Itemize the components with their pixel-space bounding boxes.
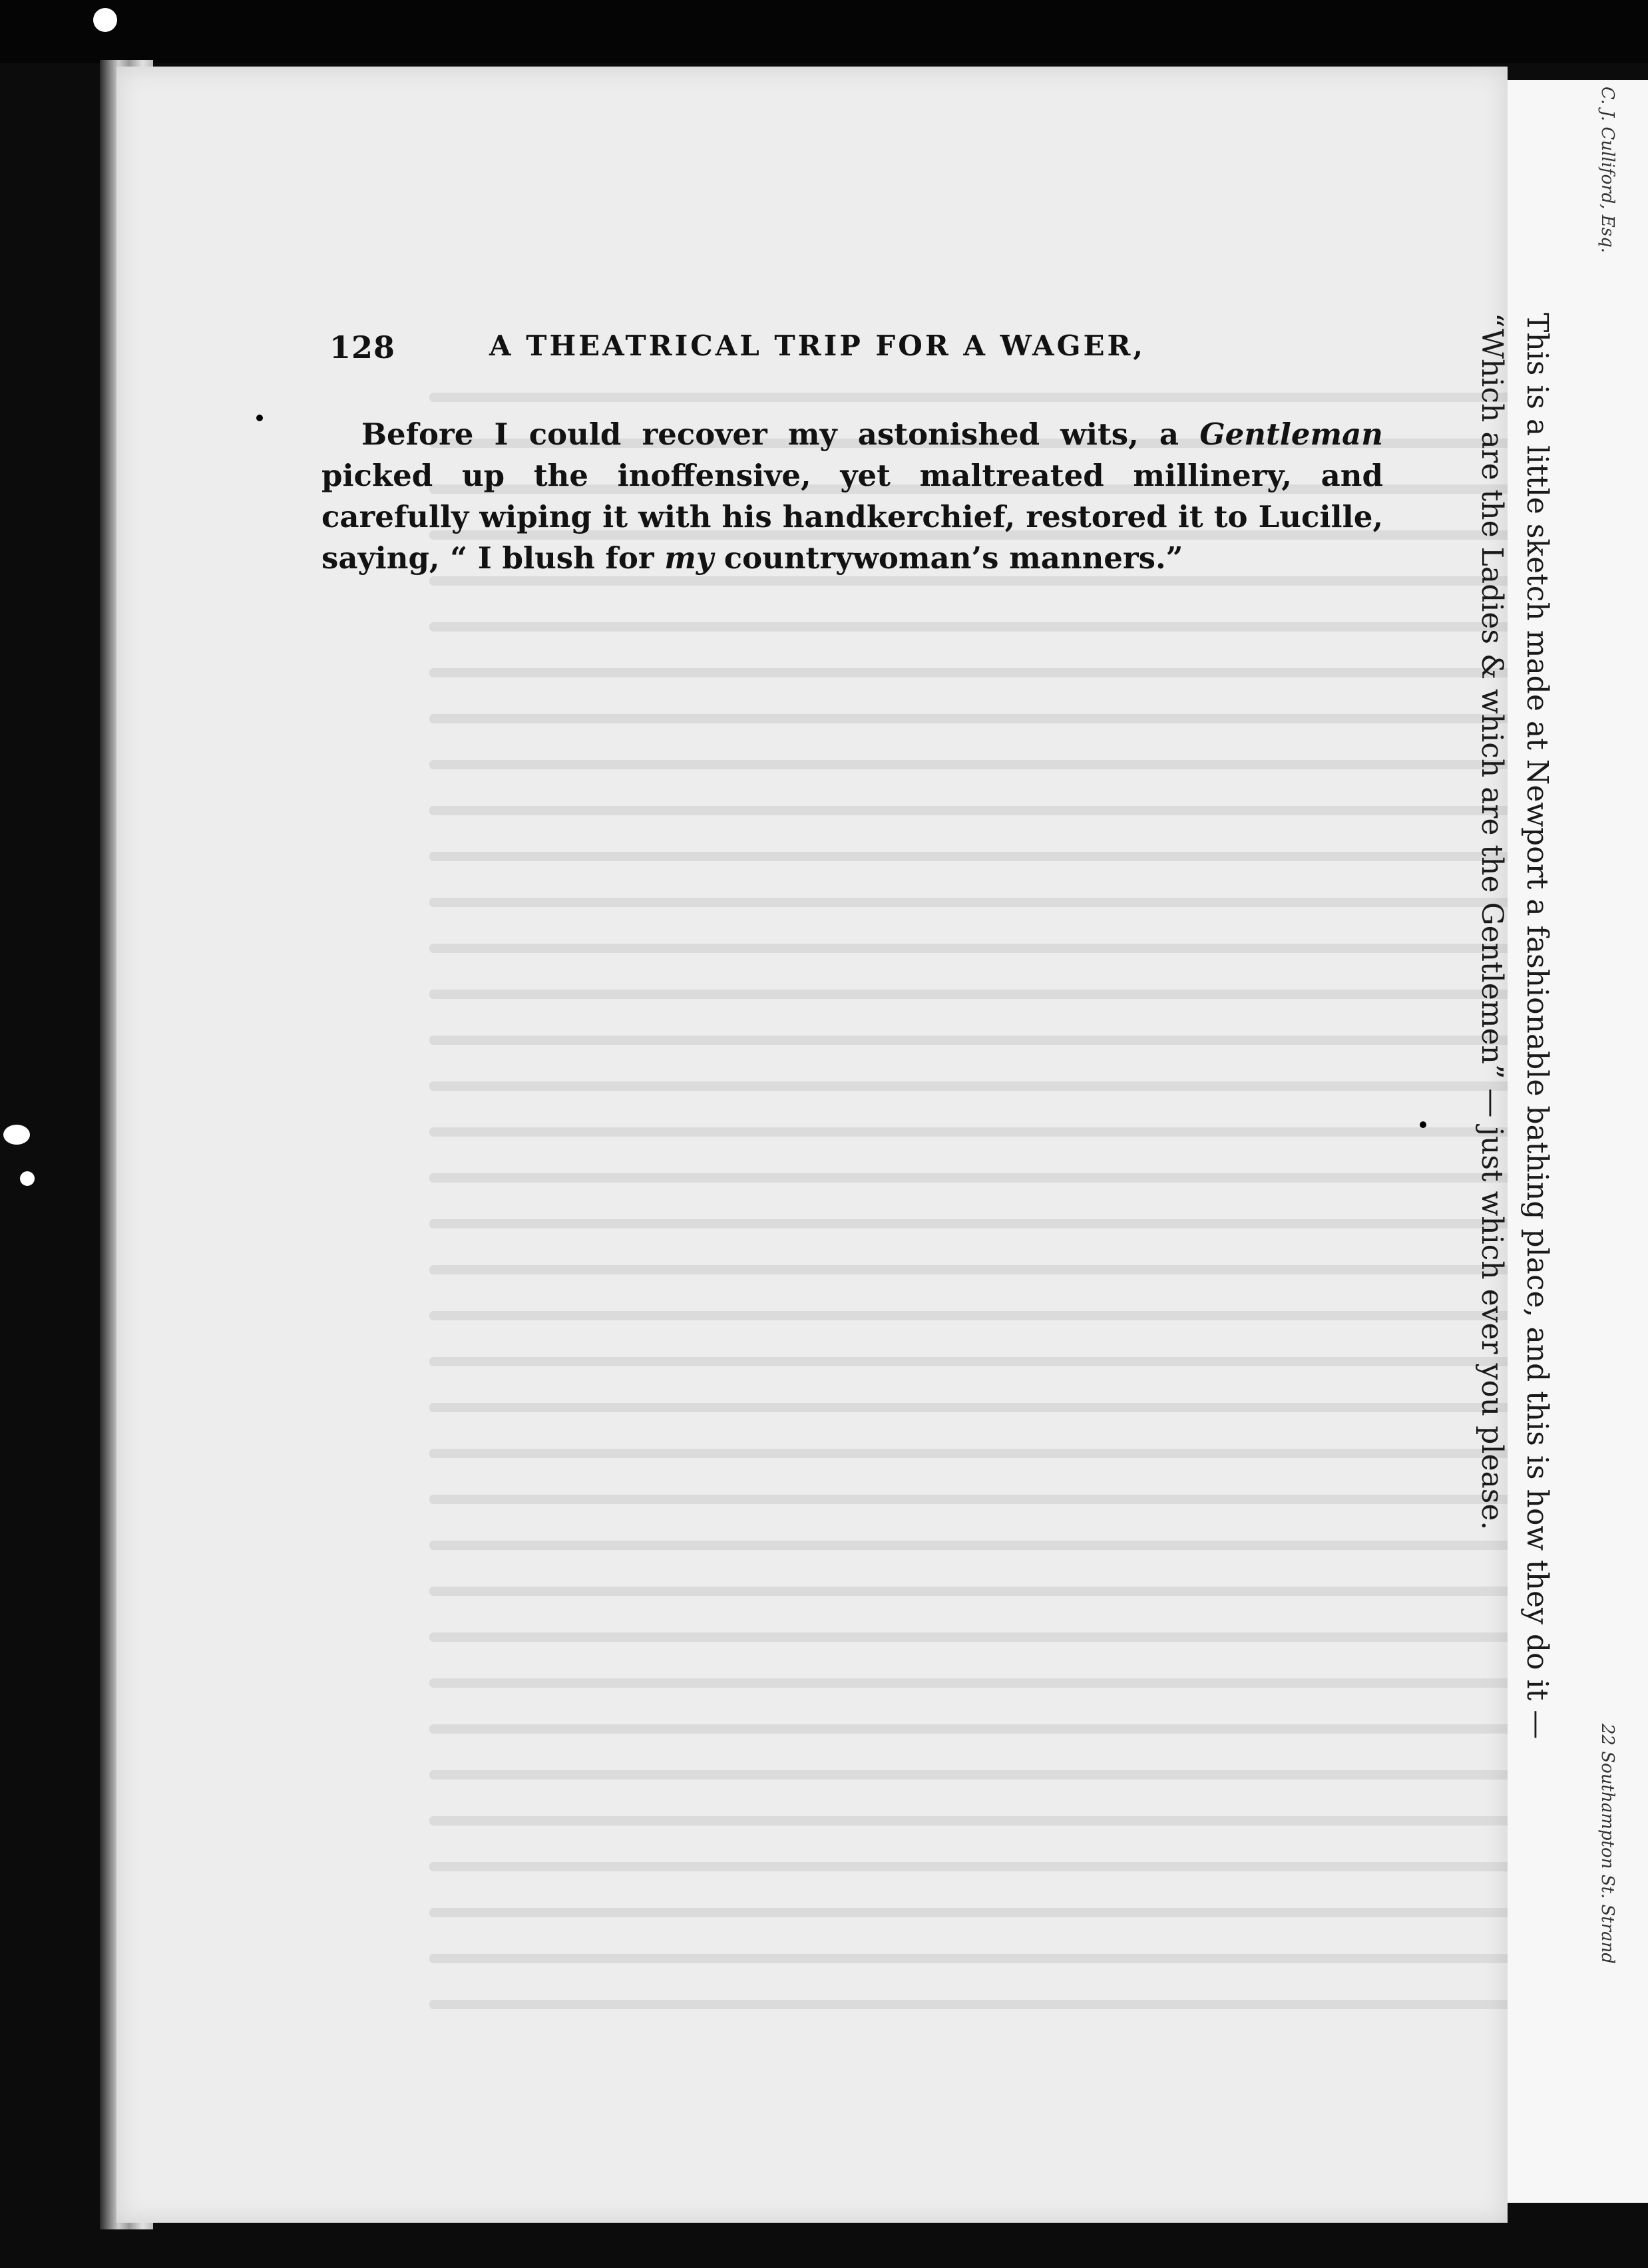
text-segment: picked up the inoffensive, yet maltreated millinery, and carefully wiping it with his handkerchief, restored it to Lucille, saying, “ I blush for (321, 458, 1383, 576)
margin-note-signature: C. J. Culliford, Esq. (1597, 87, 1617, 254)
italic-my: my (664, 540, 714, 576)
scan-speck (93, 8, 117, 32)
margin-note-line-1: This is a little sketch made at Newport a fashionable bathing place, and this is how they do it — (1520, 313, 1554, 1740)
body-paragraph (321, 414, 1383, 579)
book-page (116, 67, 1508, 2223)
scan-top-edge (0, 0, 1648, 63)
show-through-text (429, 393, 1561, 2123)
ink-spot (256, 415, 263, 421)
page-number: 128 (329, 329, 396, 365)
ink-spot (1420, 1121, 1426, 1128)
running-head-title: A THEATRICAL TRIP FOR A WAGER, (489, 329, 1146, 362)
scan-speck (20, 1171, 35, 1186)
text-segment: Before I could recover my astonished wits, a (361, 417, 1200, 452)
margin-note-line-2: “Which are the Ladies & which are the Gentlemen” — just which ever you please. (1475, 313, 1509, 1531)
scan-speck (3, 1125, 30, 1145)
text-segment: countrywoman’s manners.” (714, 540, 1183, 576)
margin-note-address: 22 Southampton St. Strand (1597, 1724, 1617, 1965)
italic-gentleman: Gentleman (1199, 417, 1383, 452)
